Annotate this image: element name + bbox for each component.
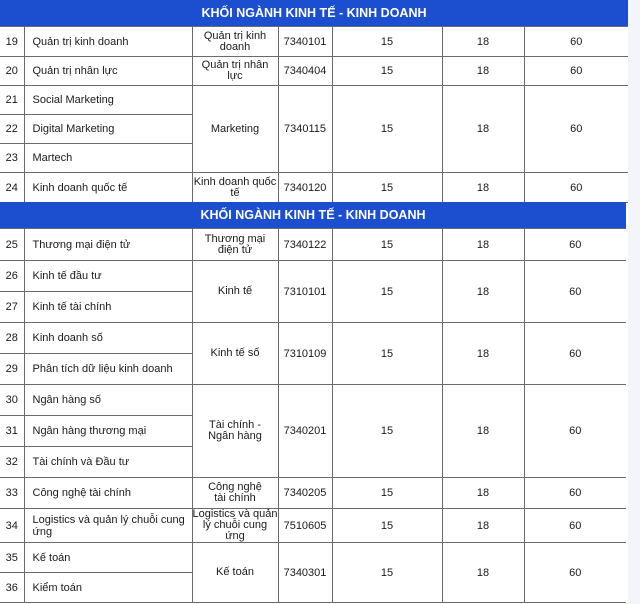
score-a: 15 — [332, 385, 442, 478]
program-name-text: Công nghệ tài chính — [208, 481, 262, 504]
score-c: 60 — [524, 229, 626, 261]
major-name: Kinh doanh số — [24, 323, 192, 354]
program-name: Marketing — [192, 86, 278, 173]
row-number: 31 — [0, 416, 24, 447]
section-heading: KHỐI NGÀNH KINH TẾ - KINH DOANH — [0, 0, 628, 27]
row-number: 21 — [0, 86, 24, 115]
row-number: 27 — [0, 292, 24, 323]
score-c: 60 — [524, 173, 628, 203]
score-c: 60 — [524, 509, 626, 543]
row-number: 20 — [0, 57, 24, 86]
score-b: 18 — [442, 57, 524, 86]
program-name-text: Tài chính - Ngân hàng — [208, 419, 262, 442]
major-name: Phân tích dữ liệu kinh doanh — [24, 354, 192, 385]
major-name: Tài chính và Đầu tư — [24, 447, 192, 478]
score-a: 15 — [332, 173, 442, 203]
program-code: 7310101 — [278, 261, 332, 323]
score-a: 15 — [332, 27, 442, 57]
row-number: 22 — [0, 115, 24, 144]
score-b: 18 — [442, 229, 524, 261]
row-number: 24 — [0, 173, 24, 203]
major-name: Công nghệ tài chính — [24, 478, 192, 509]
program-code: 7340205 — [278, 478, 332, 509]
score-a: 15 — [332, 86, 442, 173]
score-a: 15 — [332, 57, 442, 86]
score-b: 18 — [442, 27, 524, 57]
score-b: 18 — [442, 86, 524, 173]
program-name: Kinh doanh quốc tế — [192, 173, 278, 203]
program-code: 7340101 — [278, 27, 332, 57]
majors-table-2 — [0, 228, 626, 603]
program-code: 7340301 — [278, 543, 332, 603]
program-name — [192, 385, 278, 478]
row-number: 26 — [0, 261, 24, 292]
majors-table-1 — [0, 26, 628, 203]
program-code: 7340122 — [278, 229, 332, 261]
score-a: 15 — [332, 478, 442, 509]
score-b: 18 — [442, 385, 524, 478]
row-number: 36 — [0, 573, 24, 603]
score-a: 15 — [332, 543, 442, 603]
major-name: Social Marketing — [24, 86, 192, 115]
score-a: 15 — [332, 509, 442, 543]
score-c: 60 — [524, 543, 626, 603]
row-number: 29 — [0, 354, 24, 385]
program-name-text: Thương mại điện tử — [204, 232, 266, 256]
program-name: Kế toán — [192, 543, 278, 603]
score-c: 60 — [524, 478, 626, 509]
program-code: 7340404 — [278, 57, 332, 86]
row-number: 32 — [0, 447, 24, 478]
score-b: 18 — [442, 543, 524, 603]
program-name: Quản trị nhân lực — [192, 57, 278, 86]
score-a: 15 — [332, 229, 442, 261]
program-name: Kinh tế số — [192, 323, 278, 385]
program-name — [192, 478, 278, 509]
score-c: 60 — [524, 27, 628, 57]
section-heading: KHỐI NGÀNH KINH TẾ - KINH DOANH — [0, 202, 626, 229]
program-name: Kinh tế — [192, 261, 278, 323]
score-b: 18 — [442, 173, 524, 203]
score-c: 60 — [524, 385, 626, 478]
major-name: Kinh doanh quốc tế — [24, 173, 192, 203]
score-a: 15 — [332, 323, 442, 385]
program-code: 7340120 — [278, 173, 332, 203]
row-number: 23 — [0, 144, 24, 173]
program-name — [192, 229, 278, 261]
score-b: 18 — [442, 509, 524, 543]
major-name: Kế toán — [24, 543, 192, 573]
score-a: 15 — [332, 261, 442, 323]
row-number: 34 — [0, 509, 24, 543]
program-name: Logistics và quản lý chuỗi cung ứng — [192, 508, 278, 542]
score-c: 60 — [524, 323, 626, 385]
major-name: Kinh tế đầu tư — [24, 261, 192, 292]
score-b: 18 — [442, 261, 524, 323]
major-name: Thương mại điện tử — [24, 229, 192, 261]
program-code: 7340201 — [278, 385, 332, 478]
major-name: Kinh tế tài chính — [24, 292, 192, 323]
major-name: Quản trị kinh doanh — [24, 27, 192, 57]
score-c: 60 — [524, 261, 626, 323]
row-number: 30 — [0, 385, 24, 416]
score-c: 60 — [524, 86, 628, 173]
major-name: Logistics và quản lý chuỗi cung ứng — [24, 509, 192, 543]
major-name: Martech — [24, 144, 192, 173]
row-number: 19 — [0, 27, 24, 57]
row-number: 28 — [0, 323, 24, 354]
program-code: 7340115 — [278, 86, 332, 173]
row-number: 33 — [0, 478, 24, 509]
row-number: 25 — [0, 229, 24, 261]
score-b: 18 — [442, 323, 524, 385]
major-name: Ngân hàng số — [24, 385, 192, 416]
program-code: 7510605 — [278, 509, 332, 543]
row-number: 35 — [0, 543, 24, 573]
program-name: Quản trị kinh doanh — [192, 27, 278, 57]
program-code: 7310109 — [278, 323, 332, 385]
page-edge — [628, 0, 640, 604]
score-c: 60 — [524, 57, 628, 86]
score-b: 18 — [442, 478, 524, 509]
major-name: Digital Marketing — [24, 115, 192, 144]
major-name: Ngân hàng thương mại — [24, 416, 192, 447]
major-name: Kiểm toán — [24, 573, 192, 603]
major-name: Quản trị nhân lực — [24, 57, 192, 86]
